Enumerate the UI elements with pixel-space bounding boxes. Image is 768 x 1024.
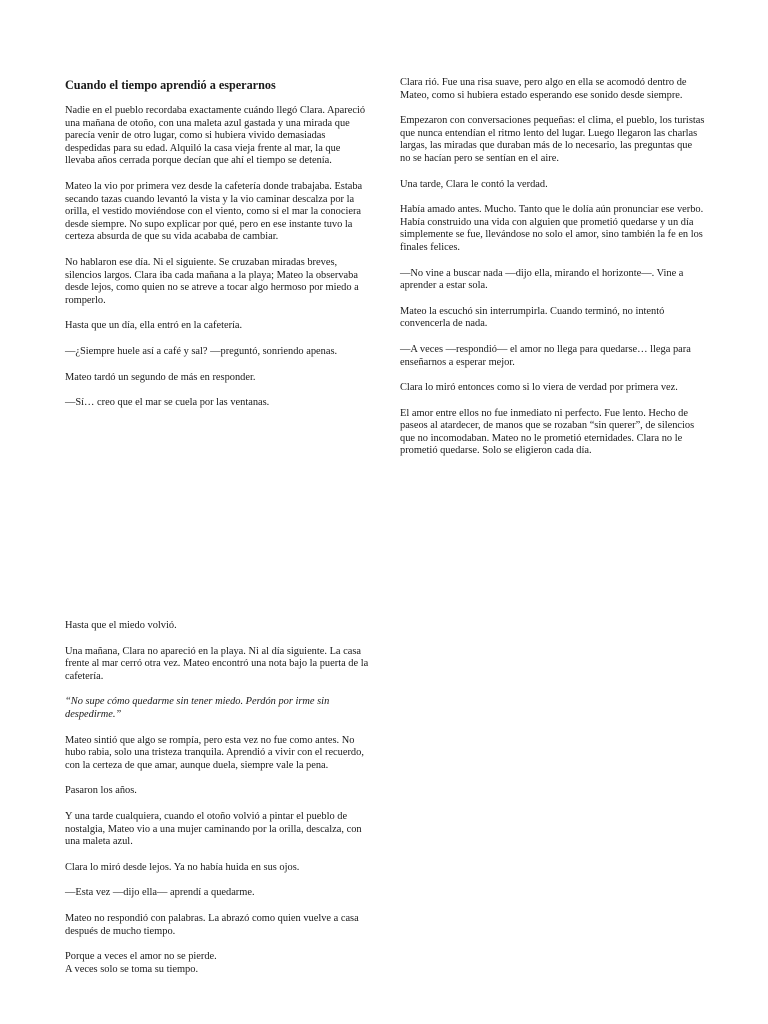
farewell-note: “No supe cómo quedarme sin tener miedo. Perdón por irme sin despedirme.” (65, 696, 330, 720)
paragraph: Había amado antes. Mucho. Tanto que le dolía aún pronunciar ese verbo. Había construido una vida con alguien que prometió quedarse y un día simplemente se fue, llevándose no solo el amor, sino también la fe en los finales felices. (400, 204, 704, 253)
paragraph: Mateo no respondió con palabras. La abrazó como quien vuelve a casa después de mucho tiempo. (65, 912, 359, 937)
closing-paragraph (65, 951, 370, 976)
paragraph: Una tarde, Clara le contó la verdad. (400, 178, 548, 190)
paragraph: Mateo la escuchó sin interrumpirla. Cuando terminó, no intentó convencerla de nada. (400, 305, 665, 330)
paragraph: Nadie en el pueblo recordaba exactamente cuándo llegó Clara. Apareció una mañana de otoño, con una maleta azul gastada y una mirada que parecía venir de otro lugar, como si hubiera vivido demasiadas despedidas para su edad. Alquiló la casa vieja frente al mar, la que llevaba años cerrada porque decían que ahí el tiempo se detenía. (65, 105, 366, 167)
paragraph: Clara lo miró entonces como si lo viera de verdad por primera vez. (400, 382, 678, 394)
left-column-bottom (65, 620, 370, 989)
paragraph: Clara lo miró desde lejos. Ya no había huida en sus ojos. (65, 861, 300, 873)
paragraph: Y una tarde cualquiera, cuando el otoño volvió a pintar el pueblo de nostalgia, Mateo vio a una mujer caminando por la orilla, descalza, con una maleta azul. (65, 810, 362, 848)
paragraph: Mateo sintió que algo se rompía, pero esta vez no fue como antes. No hubo rabia, solo una tristeza tranquila. Aprendió a vivir con el recuerdo, con la certeza de que amar, aunque duela, siempre vale la pena. (65, 734, 364, 771)
dialogue-line: —A veces —respondió— el amor no llega para quedarse… llega para enseñarnos a esperar mejor. (400, 343, 691, 368)
paragraph: Mateo tardó un segundo de más en responder. (65, 371, 256, 383)
dialogue-line: —Sí… creo que el mar se cuela por las ventanas. (65, 397, 270, 409)
paragraph: No hablaron ese día. Ni el siguiente. Se cruzaban miradas breves, silencios largos. Clara iba cada mañana a la playa; Mateo la observaba desde lejos, como quien no se atreve a tocar algo hermoso por miedo a romperlo. (65, 256, 359, 306)
paragraph: El amor entre ellos no fue inmediato ni perfecto. Fue lento. Hecho de paseos al atardecer, de manos que se rozaban “sin querer”, de silencios que no incomodaban. Mateo no le prometió eternidades. Clara no le prometió quedarse. Solo se eligieron cada día. (400, 407, 695, 457)
paragraph: Clara rió. Fue una risa suave, pero algo en ella se acomodó dentro de Mateo, como si hubiera estado esperando ese sonido desde siempre. (400, 77, 687, 101)
paragraph: Hasta que un día, ella entró en la cafetería. (65, 320, 243, 332)
dialogue-line: —Esta vez —dijo ella— aprendí a quedarme. (65, 887, 255, 899)
paragraph: Mateo la vio por primera vez desde la cafetería donde trabajaba. Estaba secando tazas cuando levantó la vista y la vio caminar descalza por la orilla, el vestido moviéndose con el viento, como si el mar la conociera desde siempre. No supo explicar por qué, pero en ese instante tuvo la certeza absurda de que su vida acababa de cambiar. (65, 180, 363, 243)
right-column-top (400, 77, 705, 471)
paragraph: Una mañana, Clara no apareció en la playa. Ni al día siguiente. La casa frente al mar cerró otra vez. Mateo encontró una nota bajo la puerta de la cafetería. (65, 645, 369, 682)
paragraph: Hasta que el miedo volvió. (65, 620, 177, 631)
paragraph: Pasaron los años. (65, 785, 137, 797)
closing-line: A veces solo se toma su tiempo. (65, 963, 199, 975)
left-column-top (65, 78, 370, 423)
paragraph: Empezaron con conversaciones pequeñas: el clima, el pueblo, los turistas que nunca entendían el ritmo lento del lugar. Luego llegaron las charlas largas, las miradas que duraban más de lo necesario, las preguntas que no se hacían pero se sentían en el aire. (400, 115, 705, 164)
dialogue-line: —¿Siempre huele así a café y sal? —preguntó, sonriendo apenas. (65, 345, 338, 357)
story-title: Cuando el tiempo aprendió a esperarnos (65, 78, 276, 92)
closing-line: Porque a veces el amor no se pierde. (65, 951, 217, 963)
dialogue-line: —No vine a buscar nada —dijo ella, mirando el horizonte—. Vine a aprender a estar sola. (400, 267, 684, 292)
